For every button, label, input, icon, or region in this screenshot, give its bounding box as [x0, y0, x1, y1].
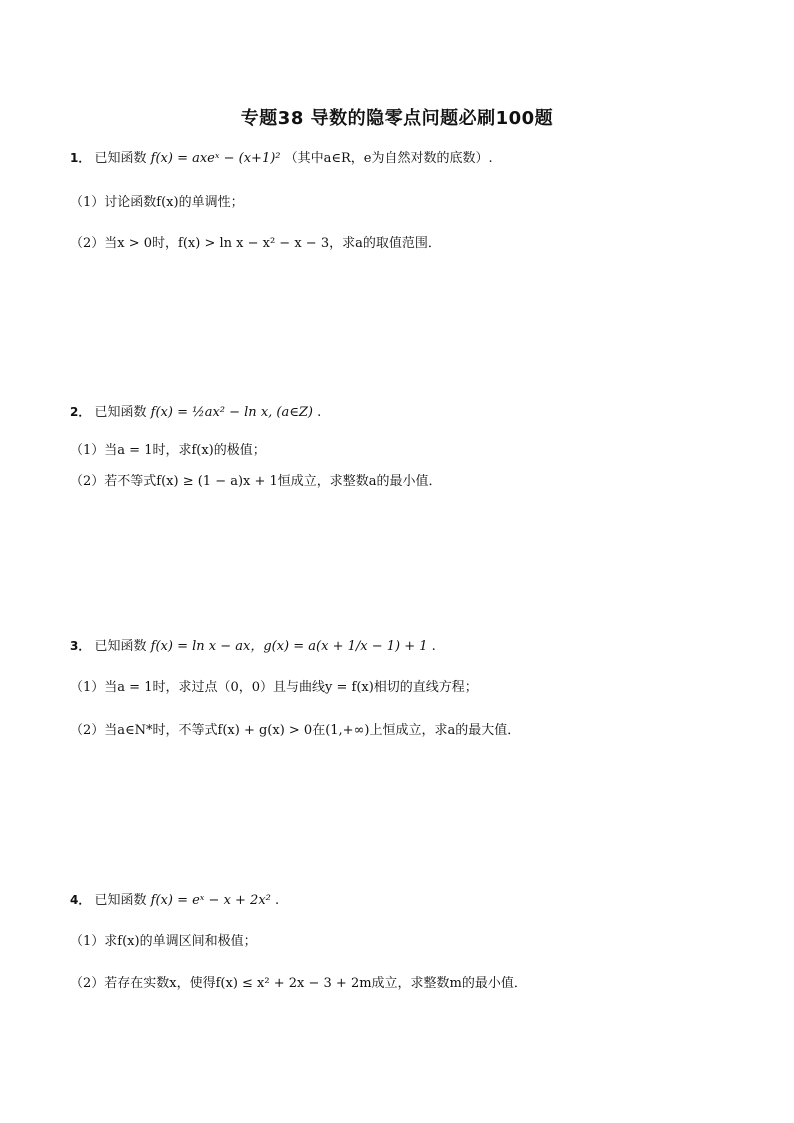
- part-label: （2）: [70, 976, 105, 991]
- problem-3-part-2: [70, 723, 520, 739]
- problem-number: 4．: [70, 893, 91, 907]
- problem-number: 1．: [70, 151, 91, 165]
- part-label: （1）: [70, 680, 105, 695]
- problem-2-part-2: [70, 474, 442, 490]
- part-text: 当a = 1时，求过点（0，0）且与曲线y = f(x)相切的直线方程；: [104, 680, 478, 695]
- part-text: 当a = 1时，求f(x)的极值；: [104, 443, 266, 458]
- stem-lead: 已知函数: [94, 405, 147, 420]
- part-text: 当a∈N*时，不等式f(x) + g(x) > 0在(1,+∞)上恒成立，求a的最大值．: [104, 723, 521, 738]
- stem-tail: .: [431, 639, 436, 654]
- stem-tail: .: [317, 405, 322, 420]
- part-text: 当x > 0时，f(x) > ln x − x² − x − 3，求a的取值范围．: [104, 236, 441, 251]
- problem-1-part-2: [70, 236, 441, 252]
- part-label: （1）: [70, 934, 105, 949]
- problem-3-stem: [70, 638, 436, 655]
- stem-tail: .: [275, 893, 280, 908]
- part-label: （2）: [70, 236, 105, 251]
- problem-2-stem: [70, 404, 321, 421]
- problem-4-part-1: [70, 934, 257, 950]
- problem-1-part-1: [70, 195, 244, 211]
- stem-formula: f(x) = ln x − ax，g(x) = a(x + 1/x − 1) + 1: [150, 639, 428, 654]
- problem-1-stem: [70, 150, 493, 167]
- problem-2-part-1: [70, 443, 266, 459]
- stem-formula: f(x) = ½ax² − ln x, (a∈Z): [150, 405, 313, 420]
- problem-3-part-1: [70, 680, 478, 696]
- part-label: （1）: [70, 195, 105, 210]
- problem-number: 2．: [70, 405, 91, 419]
- page-title: 专题38 导数的隐零点问题必刷100题: [240, 108, 554, 129]
- part-label: （2）: [70, 474, 105, 489]
- stem-lead: 已知函数: [94, 893, 147, 908]
- part-text: 求f(x)的单调区间和极值；: [104, 934, 257, 949]
- stem-formula: f(x) = eˣ − x + 2x²: [150, 893, 271, 908]
- part-text: 若不等式f(x) ≥ (1 − a)x + 1恒成立，求整数a的最小值．: [104, 474, 442, 489]
- part-text: 若存在实数x，使得f(x) ≤ x² + 2x − 3 + 2m成立，求整数m的最小值．: [104, 976, 527, 991]
- problem-4-stem: [70, 892, 279, 909]
- stem-formula: f(x) = axeˣ − (x+1)²: [150, 151, 281, 166]
- part-label: （1）: [70, 443, 105, 458]
- problem-number: 3．: [70, 639, 91, 653]
- problem-4-part-2: [70, 976, 527, 992]
- stem-tail: （其中a∈R，e为自然对数的底数）.: [284, 151, 493, 166]
- part-label: （2）: [70, 723, 105, 738]
- stem-lead: 已知函数: [94, 151, 147, 166]
- part-text: 讨论函数f(x)的单调性；: [104, 195, 244, 210]
- stem-lead: 已知函数: [94, 639, 147, 654]
